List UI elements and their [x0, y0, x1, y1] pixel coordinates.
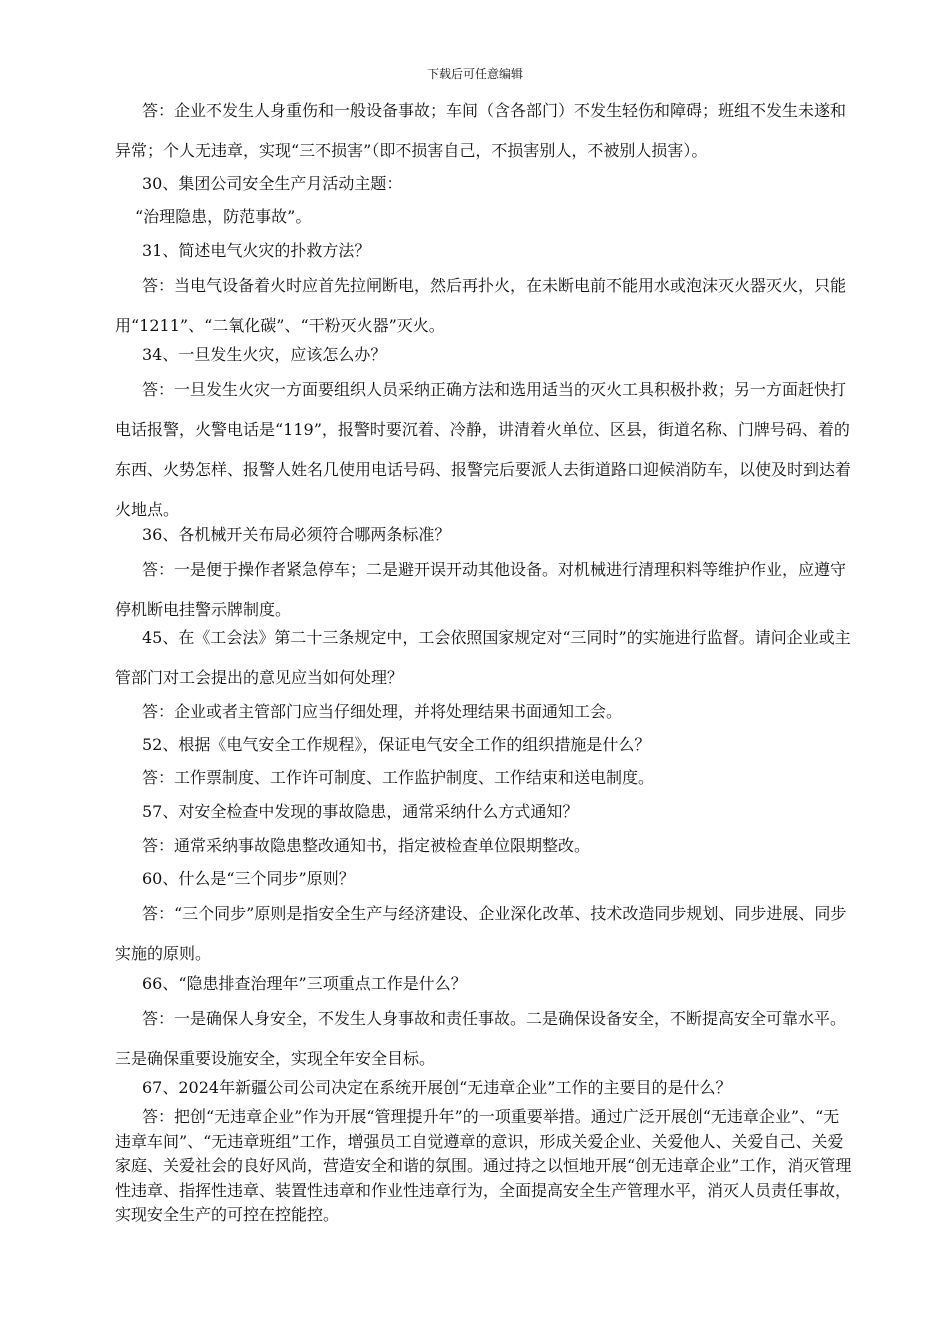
answer-paragraph: 答：企业或者主管部门应当仔细处理，并将处理结果书面通知工会。 — [142, 702, 623, 721]
answer-paragraph: 答：工作票制度、工作许可制度、工作监护制度、工作结束和送电制度。 — [142, 768, 655, 787]
answer-paragraph: 答：通常采纳事故隐患整改通知书，指定被检查单位限期整改。 — [142, 836, 591, 855]
question-paragraph: 31、简述电气火灾的扑救方法？ — [142, 241, 371, 260]
answer-paragraph: 答：一是确保人身安全，不发生人身事故和责任事故。二是确保设备安全，不断提高安全可靠水平。三是确保重要设施安全，实现全年安全目标。 — [115, 1009, 847, 1068]
answer-paragraph: 答：企业不发生人身重伤和一般设备事故；车间（含各部门）不发生轻伤和障碍；班组不发生未遂和异常；个人无违章，实现“三不损害”（即不损害自己，不损害别人，不被别人损害）。 — [115, 101, 847, 160]
question-paragraph: 57、对安全检查中发现的事故隐患，通常采纳什么方式通知？ — [142, 802, 579, 821]
answer-paragraph: 答：一是便于操作者紧急停车；二是避开误开动其他设备。对机械进行清理积料等维护作业，应遵守停机断电挂警示牌制度。 — [115, 560, 847, 619]
question-paragraph: 36、各机械开关布局必须符合哪两条标准？ — [142, 525, 451, 544]
answer-paragraph: 答：当电气设备着火时应首先拉闸断电，然后再扑火，在未断电前不能用水或泡沫灭火器灭火，只能用“1211”、“二氧化碳”、“干粉灭火器”灭火。 — [115, 276, 847, 335]
answer-paragraph: “治理隐患，防范事故”。 — [135, 207, 312, 226]
question-paragraph: 34、一旦发生火灾，应该怎么办？ — [142, 345, 387, 364]
question-paragraph: 66、“隐患排查治理年”三项重点工作是什么？ — [142, 974, 467, 993]
question-paragraph: 60、什么是“三个同步”原则？ — [142, 869, 355, 888]
page-header: 下载后可任意编辑 — [426, 67, 523, 81]
question-paragraph: 30、集团公司安全生产月活动主题： — [142, 174, 403, 193]
question-paragraph: 67、2024年新疆公司公司决定在系统开展创“无违章企业”工作的主要目的是什么？ — [142, 1078, 732, 1097]
question-paragraph: 52、根据《电气安全工作规程》，保证电气安全工作的组织措施是什么？ — [142, 735, 651, 754]
question-paragraph: 45、在《工会法》第二十三条规定中，工会依照国家规定对“三同时”的实施进行监督。请问企业或主管部门对工会提出的意见应当如何处理？ — [115, 628, 851, 687]
answer-paragraph: 答：一旦发生火灾一方面要组织人员采纳正确方法和选用适当的灭火工具积极扑救；另一方面赶快打电话报警，火警电话是“119”，报警时要沉着、冷静，讲清着火单位、区县，街道名称、门牌号码、着的东西、火势怎样、报警人姓名几使用电话号码、报警完后要派人去街道路口迎候消防车，以使及时到达着火地点。 — [115, 380, 852, 519]
answer-paragraph: 答：“三个同步”原则是指安全生产与经济建设、企业深化改革、技术改造同步规划、同步进展、同步实施的原则。 — [115, 904, 847, 963]
answer-paragraph: 答：把创“无违章企业”作为开展“管理提升年”的一项重要举措。通过广泛开展创“无违章企业”、“无违章车间”、“无违章班组”工作，增强员工自觉遵章的意识，形成关爱企业、关爱他人、关爱自己、关爱家庭、关爱社会的良好风尚，营造安全和谐的氛围。通过持之以恒地开展“创无违章企业”工作，消灭管理性违章、指挥性违章、装置性违章和作业性违章行为，全面提高安全生产管理水平，消灭人员责任事故，实现安全生产的可控在控能控。 — [115, 1107, 852, 1224]
